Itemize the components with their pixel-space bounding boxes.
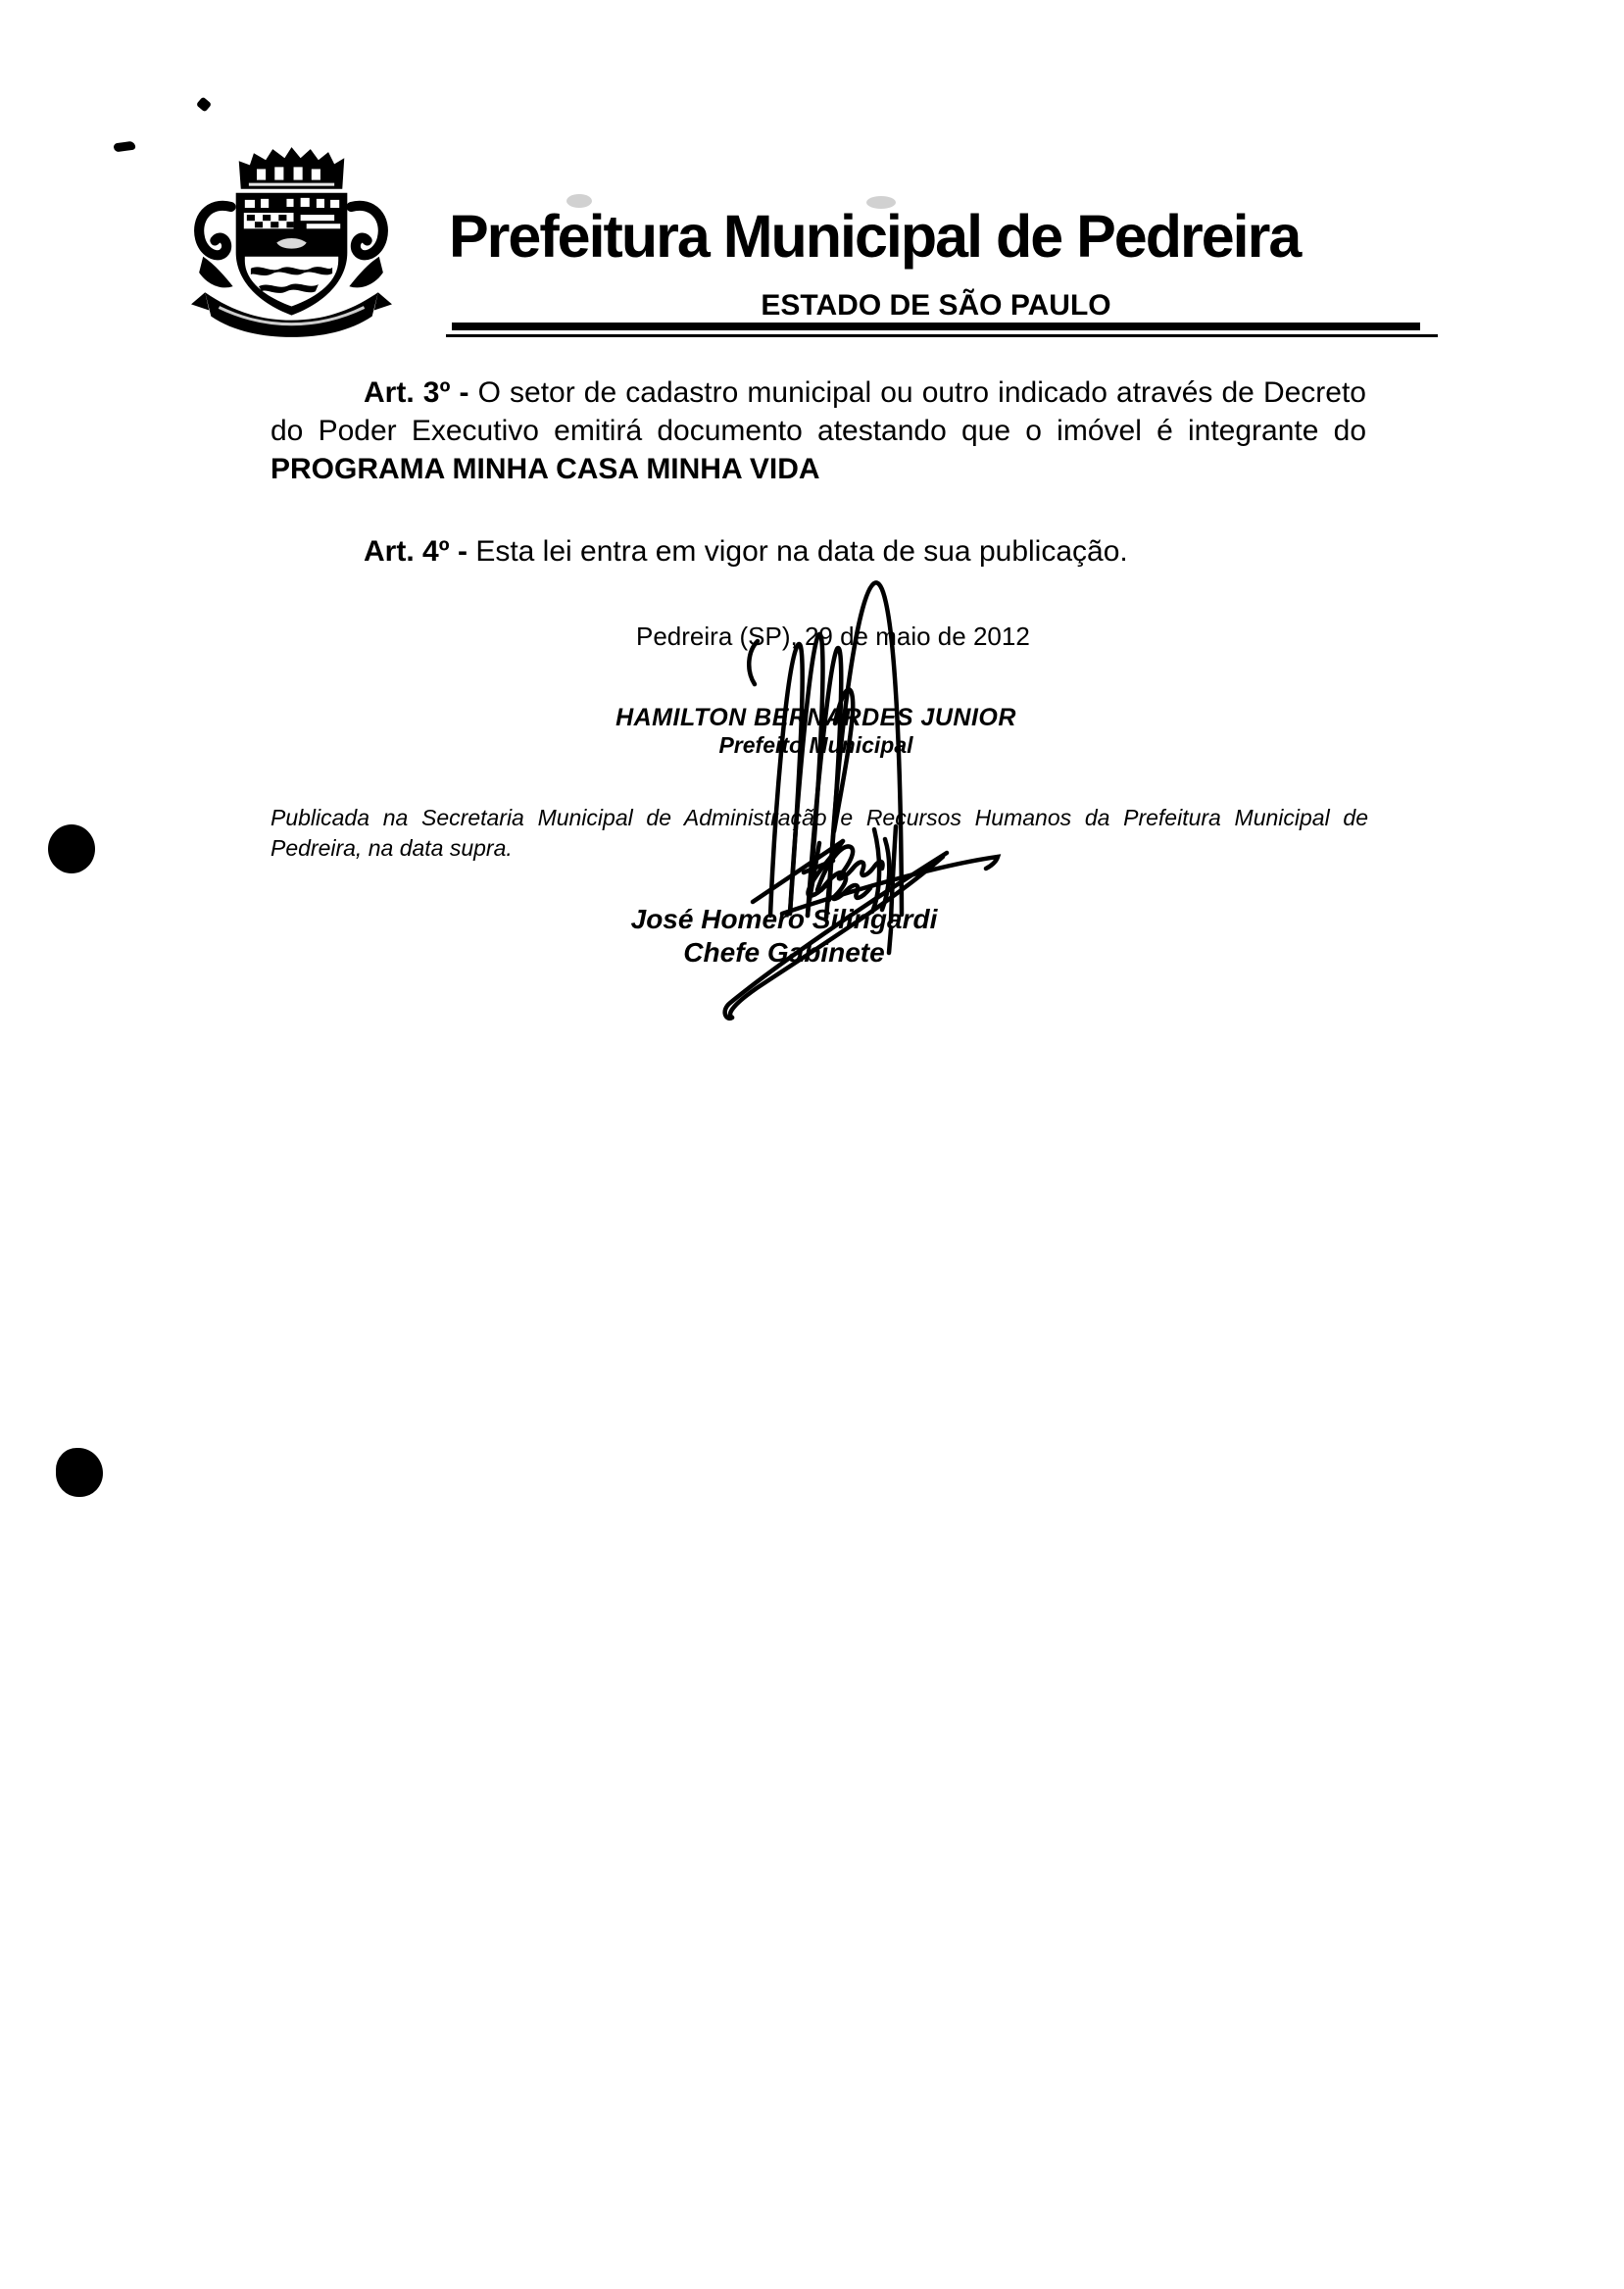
article-3-paragraph <box>271 373 1366 488</box>
header-rule-thick <box>452 323 1420 330</box>
scan-speck-icon <box>196 96 212 112</box>
handwritten-signatures <box>608 565 1039 1025</box>
hole-punch-mark <box>56 1448 103 1497</box>
article-4-text: Esta lei entra em vigor na data de sua publicação. <box>475 535 1128 568</box>
article-4-label: Art. 4º - <box>364 535 468 568</box>
article-3-program-name: PROGRAMA MINHA CASA MINHA VIDA <box>271 453 820 485</box>
date-line: Pedreira (SP), 29 de maio de 2012 <box>636 622 1030 651</box>
coat-of-arms-icon <box>189 145 393 339</box>
chief-name: José Homero Silingardi <box>630 904 938 934</box>
publication-note: Publicada na Secretaria Municipal de Administração e Recursos Humanos da Prefeitura Municipal de Pedreira, na data supra. <box>271 805 1368 861</box>
mayor-name: HAMILTON BERNARDES JUNIOR <box>615 704 1016 731</box>
hole-punch-mark <box>48 824 95 873</box>
mayor-title: Prefeito Municipal <box>718 732 913 758</box>
article-3-label: Art. 3º - <box>364 376 469 409</box>
header-rule-thin <box>446 334 1438 337</box>
page-title: Prefeitura Municipal de Pedreira <box>449 203 1301 270</box>
chief-title: Chefe Gabinete <box>683 937 885 968</box>
state-subtitle: ESTADO DE SÃO PAULO <box>761 289 1111 322</box>
article-3-text: O setor de cadastro municipal ou outro indicado através de Decreto do Poder Executivo emitirá documento atestando que o imóvel é integrante do <box>271 376 1366 447</box>
scan-speck-icon <box>113 141 135 153</box>
